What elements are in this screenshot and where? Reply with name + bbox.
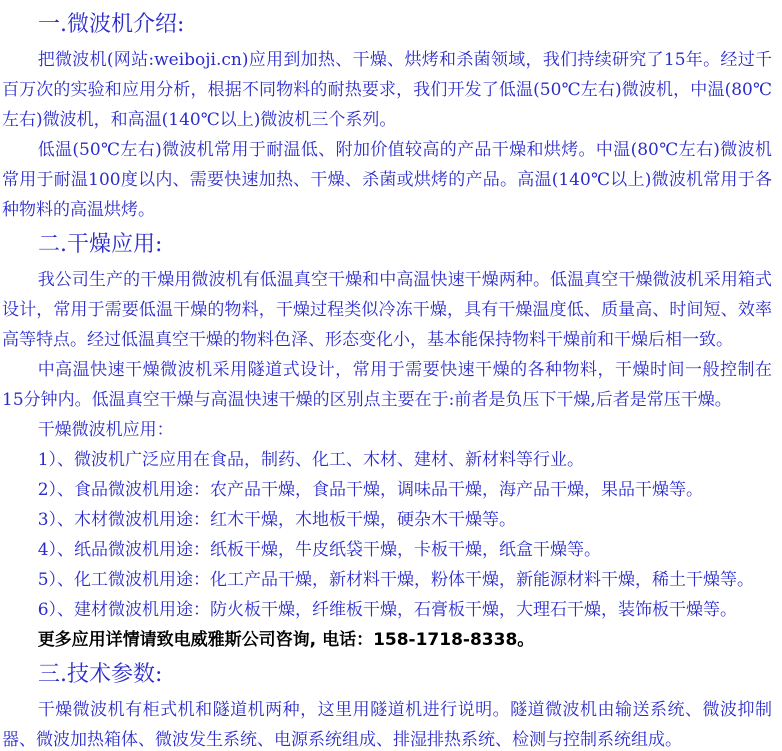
applications-list bbox=[2, 445, 772, 625]
section-heading-technical-parameters: 三.技术参数: bbox=[38, 662, 163, 687]
paragraph: 低温(50℃左右)微波机常用于耐温低、附加价值较高的产品干燥和烘烤。中温(80℃左右)微波机常用于耐温100度以内、需要快速加热、干燥、杀菌或烘烤的产品。高温(140℃以上)微波机常用于各种物料的高温烘烤。 bbox=[2, 140, 772, 220]
applications-label: 干燥微波机应用： bbox=[37, 420, 174, 440]
section-heading-drying-applications: 二.干燥应用: bbox=[38, 232, 163, 257]
list-item: 1）、微波机广泛应用在食品，制药、化工、木材、建材、新材料等行业。 bbox=[37, 450, 585, 470]
list-item: 2）、食品微波机用途：农产品干燥，食品干燥，调味品干燥，海产品干燥，果品干燥等。 bbox=[37, 480, 704, 500]
paragraph: 把微波机(网站:weiboji.cn)应用到加热、干燥、烘烤和杀菌领域，我们持续研究了15年。经过千百万次的实验和应用分析，根据不同物料的耐热要求，我们开发了低温(50℃左右)微波机，中温(80℃左右)微波机，和高温(140℃以上)微波机三个系列。 bbox=[2, 50, 772, 130]
paragraph: 我公司生产的干燥用微波机有低温真空干燥和中高温快速干燥两种。低温真空干燥微波机采用箱式设计，常用于需要低温干燥的物料，干燥过程类似冷冻干燥，具有干燥温度低、质量高、时间短、效率高等特点。经过低温真空干燥的物料色泽、形态变化小，基本能保持物料干燥前和干燥后相一致。 bbox=[2, 270, 772, 350]
list-item: 3）、木材微波机用途：红木干燥，木地板干燥，硬杂木干燥等。 bbox=[37, 510, 517, 530]
contact-line: 更多应用详情请致电威雅斯公司咨询, 电话：158-1718-8338。 bbox=[37, 630, 535, 650]
paragraph: 干燥微波机有柜式机和隧道机两种，这里用隧道机进行说明。隧道微波机由输送系统、微波抑制器、微波加热箱体、微波发生系统、电源系统组成、排湿排热系统、检测与控制系统组成。 bbox=[2, 700, 772, 750]
section-heading-intro: 一.微波机介绍: bbox=[38, 12, 185, 37]
list-item: 4）、纸品微波机用途：纸板干燥，牛皮纸袋干燥，卡板干燥，纸盒干燥等。 bbox=[37, 540, 602, 560]
paragraph: 中高温快速干燥微波机采用隧道式设计，常用于需要快速干燥的各种物料，干燥时间一般控制在15分钟内。低温真空干燥与高温快速干燥的区别点主要在于:前者是负压下干燥,后者是常压干燥。 bbox=[2, 360, 772, 410]
list-item: 5）、化工微波机用途：化工产品干燥，新材料干燥，粉体干燥，新能源材料干燥，稀土干燥等。 bbox=[37, 570, 755, 590]
list-item: 6）、建材微波机用途：防火板干燥，纤维板干燥，石膏板干燥，大理石干燥，装饰板干燥等。 bbox=[37, 600, 738, 620]
